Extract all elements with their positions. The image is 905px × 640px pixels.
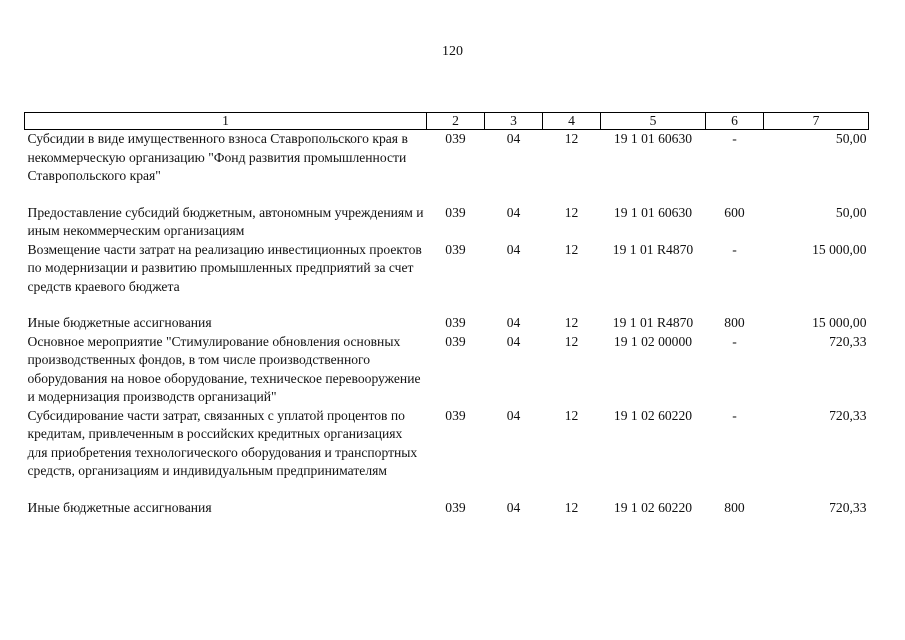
row-target-article: 19 1 02 00000 — [613, 333, 693, 349]
row-ministry-code: 039 — [445, 499, 466, 515]
header-col-3: 3 — [485, 113, 543, 130]
row-target-article: 19 1 02 60220 — [613, 407, 693, 423]
row-expense-type: 800 — [724, 315, 745, 330]
row-amount: 50,00 — [835, 131, 867, 146]
table-row — [25, 314, 869, 333]
row-section: 04 — [506, 204, 521, 220]
row-name: Субсидирование части затрат, связанных с уплатой процентов по кредитам, привлеченным в российских кредитных организациях для приобретения технологического оборудования и транспортных средств, организациям и индивидуальным предпринимателям — [27, 407, 418, 478]
row-ministry-code: 039 — [445, 241, 466, 257]
row-target-article: 19 1 01 60630 — [613, 131, 693, 146]
table-row — [25, 333, 869, 407]
row-target-article: 19 1 01 R4870 — [612, 241, 694, 257]
table-row — [25, 241, 869, 315]
row-expense-type: 600 — [724, 204, 745, 220]
table-row — [25, 407, 869, 499]
row-expense-type: - — [732, 131, 737, 146]
column-number-header — [25, 113, 869, 130]
row-expense-type: - — [732, 241, 737, 257]
row-subsection: 12 — [564, 499, 579, 515]
header-col-4: 4 — [543, 113, 601, 130]
row-subsection: 12 — [564, 204, 579, 220]
table-row — [25, 204, 869, 241]
row-ministry-code: 039 — [445, 407, 466, 423]
row-section: 04 — [506, 407, 521, 423]
header-col-2: 2 — [427, 113, 485, 130]
row-amount: 15 000,00 — [812, 241, 867, 257]
row-amount: 720,33 — [829, 499, 867, 515]
row-subsection: 12 — [564, 407, 579, 423]
row-expense-type: 800 — [724, 499, 745, 515]
row-section: 04 — [506, 241, 521, 257]
row-name: Субсидии в виде имущественного взноса Ставропольского края в некоммерческую организацию "Фонд развития промышленности Ставропольского края" — [27, 131, 408, 183]
page-number: 120 — [442, 44, 463, 59]
row-section: 04 — [506, 333, 521, 349]
row-section: 04 — [506, 499, 521, 515]
row-subsection: 12 — [564, 241, 579, 257]
row-amount: 50,00 — [835, 204, 867, 220]
row-amount: 720,33 — [829, 407, 867, 423]
row-ministry-code: 039 — [445, 204, 466, 220]
row-amount: 15 000,00 — [812, 315, 867, 330]
row-name: Иные бюджетные ассигнования — [27, 315, 212, 330]
row-ministry-code: 039 — [445, 131, 466, 146]
row-subsection: 12 — [564, 131, 579, 146]
row-target-article: 19 1 02 60220 — [613, 499, 693, 515]
row-name: Возмещение части затрат на реализацию инвестиционных проектов по модернизации и развитию промышленных предприятий за счет средств краевого бюджета — [27, 241, 422, 294]
row-ministry-code: 039 — [445, 333, 466, 349]
row-expense-type: - — [732, 333, 737, 349]
row-name: Иные бюджетные ассигнования — [27, 499, 212, 515]
row-subsection: 12 — [564, 333, 579, 349]
row-name: Основное мероприятие "Стимулирование обновления основных производственных фондов, в том числе производственного оборудования на новое оборудование, техническое перевооружение и модернизация производств организаций" — [27, 333, 421, 404]
row-expense-type: - — [732, 407, 737, 423]
row-section: 04 — [506, 131, 521, 146]
row-name: Предоставление субсидий бюджетным, автономным учреждениям и иным некоммерческим организациям — [27, 204, 424, 238]
table-row — [25, 499, 869, 518]
header-col-7: 7 — [764, 113, 869, 130]
header-col-1: 1 — [25, 113, 427, 130]
row-target-article: 19 1 01 60630 — [613, 204, 693, 220]
row-amount: 720,33 — [829, 333, 867, 349]
row-target-article: 19 1 01 R4870 — [612, 315, 694, 330]
header-col-5: 5 — [601, 113, 706, 130]
table-row — [25, 130, 869, 204]
row-section: 04 — [506, 315, 521, 330]
budget-table — [24, 112, 869, 517]
row-subsection: 12 — [564, 315, 579, 330]
row-ministry-code: 039 — [445, 315, 466, 330]
header-col-6: 6 — [706, 113, 764, 130]
